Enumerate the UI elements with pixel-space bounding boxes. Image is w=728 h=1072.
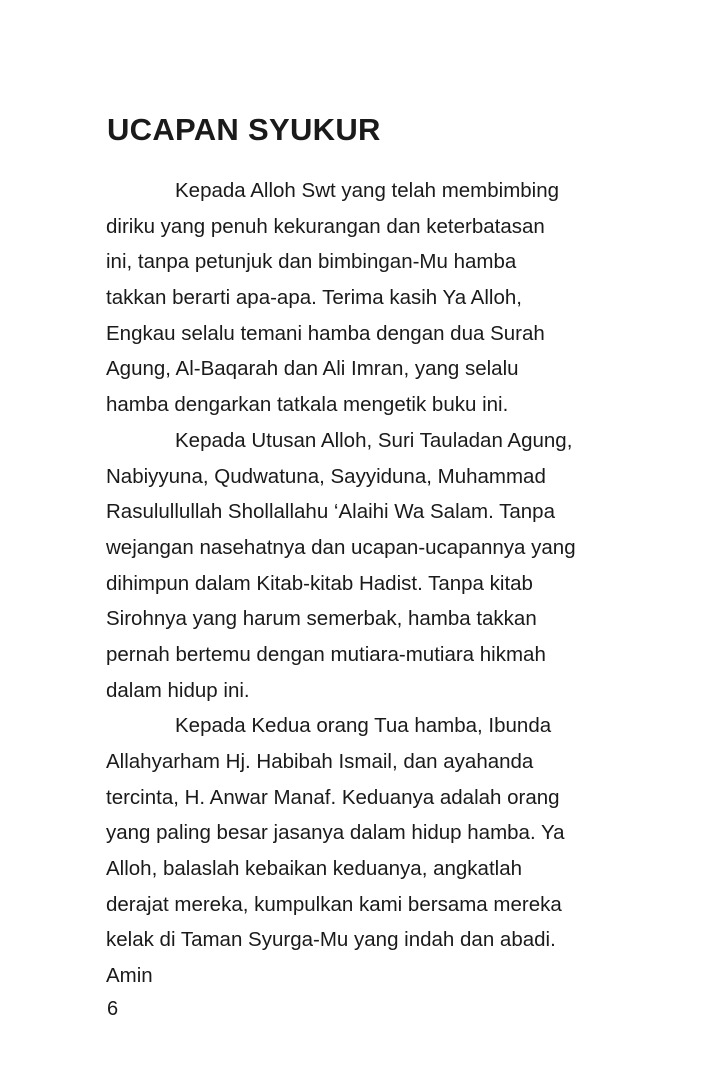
text-line: Nabiyyuna, Qudwatuna, Sayyiduna, Muhammad — [106, 464, 546, 488]
page-number: 6 — [107, 998, 119, 1020]
body-text — [106, 173, 626, 994]
text-line: Kepada Alloh Swt yang telah membimbing — [175, 179, 560, 202]
text-line: derajat mereka, kumpulkan kami bersama mereka — [106, 892, 562, 916]
text-line: Kepada Kedua orang Tua hamba, Ibunda — [175, 714, 552, 738]
text-line: Engkau selalu temani hamba dengan dua Surah — [106, 321, 545, 345]
text-line: Sirohnya yang harum semerbak, hamba takkan — [106, 607, 537, 631]
text-line: takkan berarti apa-apa. Terima kasih Ya Alloh, — [106, 286, 522, 310]
page-title: UCAPAN SYUKUR — [107, 112, 381, 147]
text-line: hamba dengarkan tatkala mengetik buku ini. — [106, 393, 509, 417]
text-line: yang paling besar jasanya dalam hidup hamba. Ya — [106, 821, 565, 845]
text-line: dalam hidup ini. — [106, 678, 250, 702]
text-line: wejangan nasehatnya dan ucapan-ucapannya yang — [106, 535, 576, 559]
text-line: kelak di Taman Syurga-Mu yang indah dan abadi. — [106, 928, 556, 952]
text-line: dihimpun dalam Kitab-kitab Hadist. Tanpa kitab — [106, 571, 533, 595]
text-line: Kepada Utusan Alloh, Suri Tauladan Agung, — [175, 428, 573, 452]
text-line: diriku yang penuh kekurangan dan keterbatasan — [106, 214, 545, 238]
text-line: Amin — [106, 964, 153, 988]
text-line: tercinta, H. Anwar Manaf. Keduanya adalah orang — [106, 785, 560, 809]
text-line: Agung, Al-Baqarah dan Ali Imran, yang selalu — [106, 357, 519, 381]
text-line: pernah bertemu dengan mutiara-mutiara hikmah — [106, 642, 546, 666]
text-line: Allahyarham Hj. Habibah Ismail, dan ayahanda — [106, 750, 534, 773]
text-line: Alloh, balaslah kebaikan keduanya, angkatlah — [106, 857, 522, 881]
text-line: Rasulullullah Shollallahu ‘Alaihi Wa Salam. Tanpa — [106, 500, 555, 524]
text-line: ini, tanpa petunjuk dan bimbingan-Mu hamba — [106, 250, 517, 274]
